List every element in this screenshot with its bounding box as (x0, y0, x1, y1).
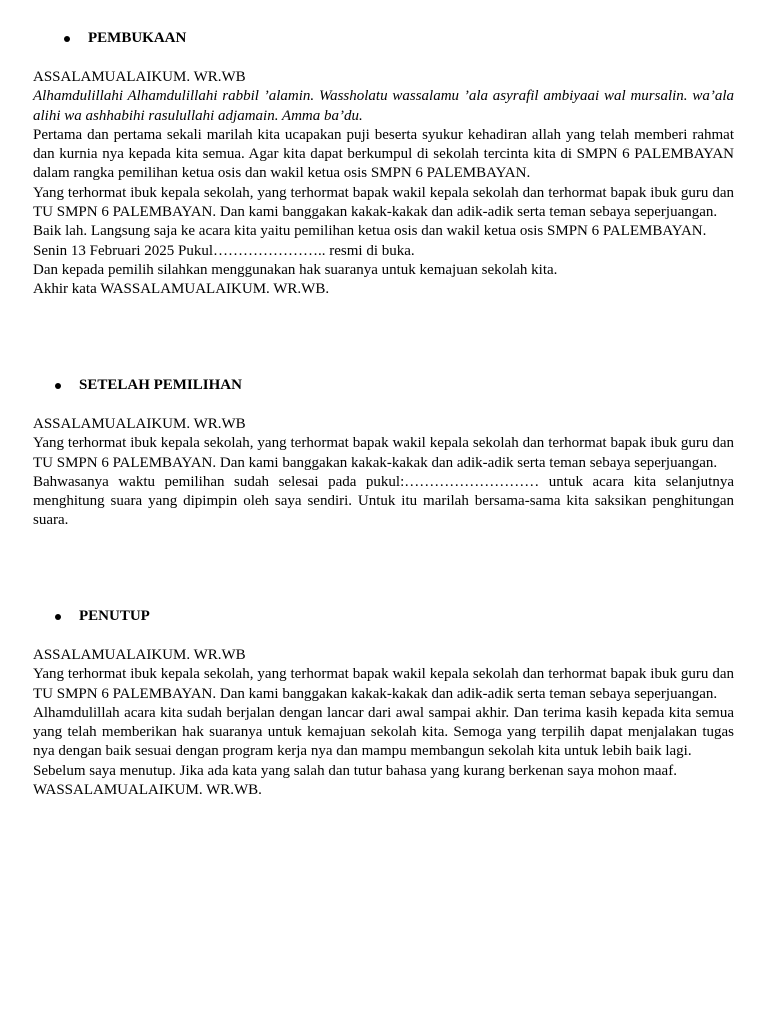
section-title: PEMBUKAAN (88, 30, 187, 47)
bullet-icon (55, 614, 61, 620)
paragraph: Dan kepada pemilih silahkan menggunakan hak suaranya untuk kemajuan sekolah kita. (33, 261, 558, 278)
paragraph: Yang terhormat ibuk kepala sekolah, yang terhormat bapak wakil kepala sekolah dan terhormat bapak ibuk guru dan TU SMPN 6 PALEMBAYAN. Dan kami banggakan kakak-kakak dan adik-adik serta teman sebaya seperjuangan. (33, 184, 734, 221)
closing-greeting: WASSALAMUALAIKUM. WR.WB. (33, 782, 262, 799)
paragraph: Alhamdulillah acara kita sudah berjalan dengan lancar dari awal sampai akhir. Dan terima kasih kepada kita semua yang telah memberikan hak suaranya untuk kemajuan sekolah kita. Semoga yang terpilih dapat menjalakan tugas nya dengan baik sesuai dengan program kerja nya dan mampu membangun sekolah kita untuk lebih baik lagi. (33, 704, 734, 760)
section-heading-penutup (55, 607, 150, 627)
bullet-icon (64, 36, 70, 42)
paragraph: Yang terhormat ibuk kepala sekolah, yang terhormat bapak wakil kepala sekolah dan terhormat bapak ibuk guru dan TU SMPN 6 PALEMBAYAN. Dan kami banggakan kakak-kakak dan adik-adik serta teman sebaya seperjuangan. (33, 666, 734, 702)
paragraph: Senin 13 Februari 2025 Pukul………………….. resmi di buka. (33, 242, 415, 259)
section-title: SETELAH PEMILIHAN (79, 377, 242, 394)
bullet-icon (55, 383, 61, 389)
greeting: ASSALAMUALAIKUM. WR.WB (33, 416, 246, 432)
greeting: ASSALAMUALAIKUM. WR.WB (33, 647, 246, 663)
section-body-penutup (33, 646, 734, 800)
section-heading-pembukaan (64, 29, 186, 49)
opening-prayer: Alhamdulillahi Alhamdulillahi rabbil ’alamin. Wassholatu wassalamu ’ala asyrafil ambiyaai wal mursalin. wa’ala alihi wa ashhabihi rasulullahi adjamain. Amma ba’du. (33, 88, 734, 124)
paragraph: Akhir kata WASSALAMUALAIKUM. WR.WB. (33, 281, 330, 298)
paragraph: Bahwasanya waktu pemilihan sudah selesai pada pukul:……………………… untuk acara kita selanjutnya menghitung suara yang dipimpin oleh saya sendiri. Untuk itu marilah bersama-sama kita saksikan penghitungan suara. (33, 473, 734, 529)
greeting: ASSALAMUALAIKUM. WR.WB (33, 69, 246, 85)
section-body-setelah-pemilihan (33, 415, 734, 531)
paragraph: Baik lah. Langsung saja ke acara kita yaitu pemilihan ketua osis dan wakil ketua osis SMPN 6 PALEMBAYAN. (33, 223, 707, 240)
paragraph: Pertama dan pertama sekali marilah kita ucapakan puji beserta syukur kehadiran allah yang telah memberi rahmat dan kurnia nya kepada kita semua. Agar kita dapat berkumpul di sekolah tercinta kita di SMPN 6 PALEMBAYAN dalam rangka pemilihan ketua osis dan wakil ketua osis SMPN 6 PALEMBAYAN. (33, 126, 734, 182)
section-body-pembukaan (33, 68, 734, 300)
paragraph: Sebelum saya menutup. Jika ada kata yang salah dan tutur bahasa yang kurang berkenan saya mohon maaf. (33, 762, 677, 779)
section-title: PENUTUP (79, 608, 150, 625)
section-heading-setelah-pemilihan (55, 376, 242, 396)
paragraph: Yang terhormat ibuk kepala sekolah, yang terhormat bapak wakil kepala sekolah dan terhormat bapak ibuk guru dan TU SMPN 6 PALEMBAYAN. Dan kami banggakan kakak-kakak dan adik-adik serta teman sebaya seperjuangan. (33, 435, 734, 471)
